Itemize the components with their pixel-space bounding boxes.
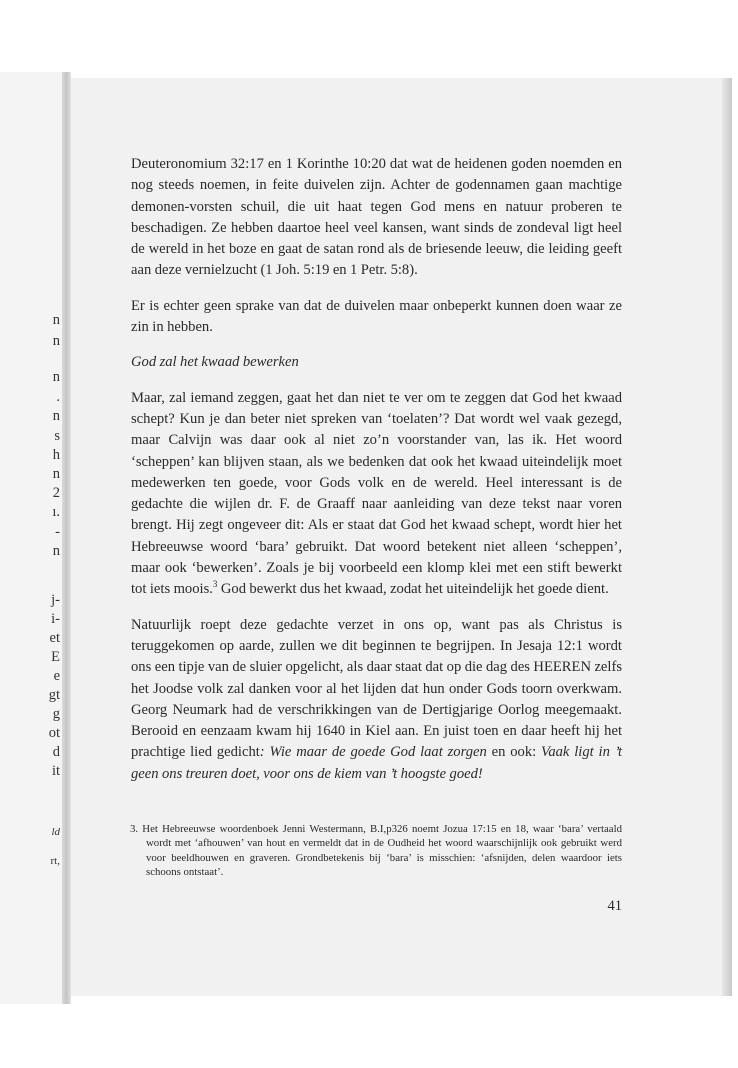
paragraph bbox=[131, 388, 622, 601]
previous-page-fragment: - bbox=[55, 524, 60, 540]
page-edge-shadow bbox=[722, 78, 732, 996]
paragraph bbox=[131, 615, 622, 785]
previous-page-fragment: . bbox=[56, 389, 60, 405]
previous-page-fragment: ı. bbox=[52, 504, 60, 520]
previous-page-fragment: 2 bbox=[52, 485, 60, 501]
previous-page-fragment: rt, bbox=[50, 855, 60, 867]
paragraph-text: God bewerkt dus het kwaad, zodat het uiteindelijk het goede dient. bbox=[217, 581, 609, 598]
previous-page-fragment: n bbox=[52, 312, 60, 328]
previous-page-fragment: it bbox=[51, 763, 60, 779]
page-number: 41 bbox=[607, 898, 622, 914]
previous-page-fragment: j- bbox=[51, 592, 60, 608]
paragraph-text: en ook: bbox=[486, 744, 542, 761]
previous-page-fragment: E bbox=[51, 649, 60, 665]
previous-page-fragment: n bbox=[52, 369, 60, 385]
previous-page-fragment: n bbox=[52, 408, 60, 424]
previous-page-fragment: ot bbox=[48, 725, 60, 741]
previous-page-fragment: d bbox=[52, 744, 60, 760]
previous-page-fragment: et bbox=[49, 630, 60, 646]
previous-page-fragment: h bbox=[52, 447, 60, 463]
previous-page-fragment: gt bbox=[48, 687, 60, 703]
previous-page-fragment: g bbox=[52, 706, 60, 722]
book-spine-shadow bbox=[62, 72, 71, 1004]
previous-page-fragment: e bbox=[53, 668, 60, 684]
section-heading: God zal het kwaad bewerken bbox=[131, 354, 299, 371]
footnote-reference: 3 bbox=[212, 579, 218, 590]
song-quote: Vaak ligt in ’t geen ons treuren doet, voor ons de kiem van ’t hoogste goed! bbox=[131, 744, 622, 782]
previous-page-fragment: n bbox=[52, 466, 60, 482]
previous-page-fragment: i- bbox=[51, 611, 60, 627]
page-body bbox=[131, 154, 622, 785]
previous-page-fragment: n bbox=[52, 333, 60, 349]
paragraph: Deuteronomium 32:17 en 1 Korinthe 10:20 dat wat de heidenen goden noemden en nog steeds noemen, in feite duivelen zijn. Achter de godennamen gaan machtige demonen-vorsten schuil, die uit haat tegen God mens en natuur proberen te beschadigen. Ze hebben daartoe heel veel kansen, want sinds de zondeval ligt heel de wereld in het boze en gaat de satan rond als de briesende leeuw, die leiding geeft aan deze vernielzucht (1 Joh. 5:19 en 1 Petr. 5:8). bbox=[131, 156, 622, 279]
song-title: : Wie maar de goede God laat zorgen bbox=[259, 744, 487, 761]
previous-page-fragment: n bbox=[52, 543, 60, 559]
paragraph-text: Natuurlijk roept deze gedachte verzet in ons op, want pas als Christus is teruggekomen op aarde, zullen we dit beginnen te begrijpen. In Jesaja 12:1 wordt ons een tipje van de sluier opgelicht, als daar staat dat op die dag des HEEREN zelfs het Joodse volk zal danken voor al het lijden dat hun onder Gods toorn overkwam. Georg Neumark had de verschrikkingen van de Dertigjarige Oorlog meegemaakt. Berooid en eenzaam kwam hij 1640 in Kiel aan. En juist toen en daar heeft hij het prachtige lied gedicht bbox=[131, 616, 622, 761]
paragraph: Er is echter geen sprake van dat de duivelen maar onbeperkt kunnen doen waar ze zin in hebben. bbox=[131, 297, 622, 336]
previous-page-fragment: ld bbox=[51, 826, 60, 838]
paragraph-text: Maar, zal iemand zeggen, gaat het dan niet te ver om te zeggen dat God het kwaad schept? Kun je dan beter niet spreken van ‘toelaten’? Dat wordt wel vaak gezegd, maar Calvijn was daar ook al niet zo’n voorstander van, las ik. Het woord ‘scheppen’ kan blijven staan, als we bedenken dat ook het kwaad uiteindelijk moet medewerken ten goede, voor Gods volk en de wereld. Heel interessant is de gedachte die wijlen dr. F. de Graaff naar aanleiding van deze tekst naar voren brengt. Hij zegt ongeveer dit: Als er staat dat God het kwaad schept, wordt hier het Hebreeuwse woord ‘bara’ gebruikt. Dat woord betekent niet alleen ‘scheppen’, maar ook ‘bewerken’. Zoals je bij voorbeeld een klomp klei met een stift bewerkt tot iets moois. bbox=[131, 389, 622, 598]
previous-page-fragment: s bbox=[54, 428, 60, 444]
footnote: 3. Het Hebreeuwse woordenboek Jenni Westermann, B.I,p326 noemt Jozua 17:15 en 18, waar ‘bara’ vertaald wordt met ‘afhouwen’ van hout en vermeldt dat in de Oudheid het woord waarschijnlijk ook gebruikt werd voor beeldhouwen en graveren. Grondbetekenis bij ‘bara’ is misschien: ‘afsnijden, delen waardoor iets schoons ontstaat’. bbox=[130, 823, 622, 878]
